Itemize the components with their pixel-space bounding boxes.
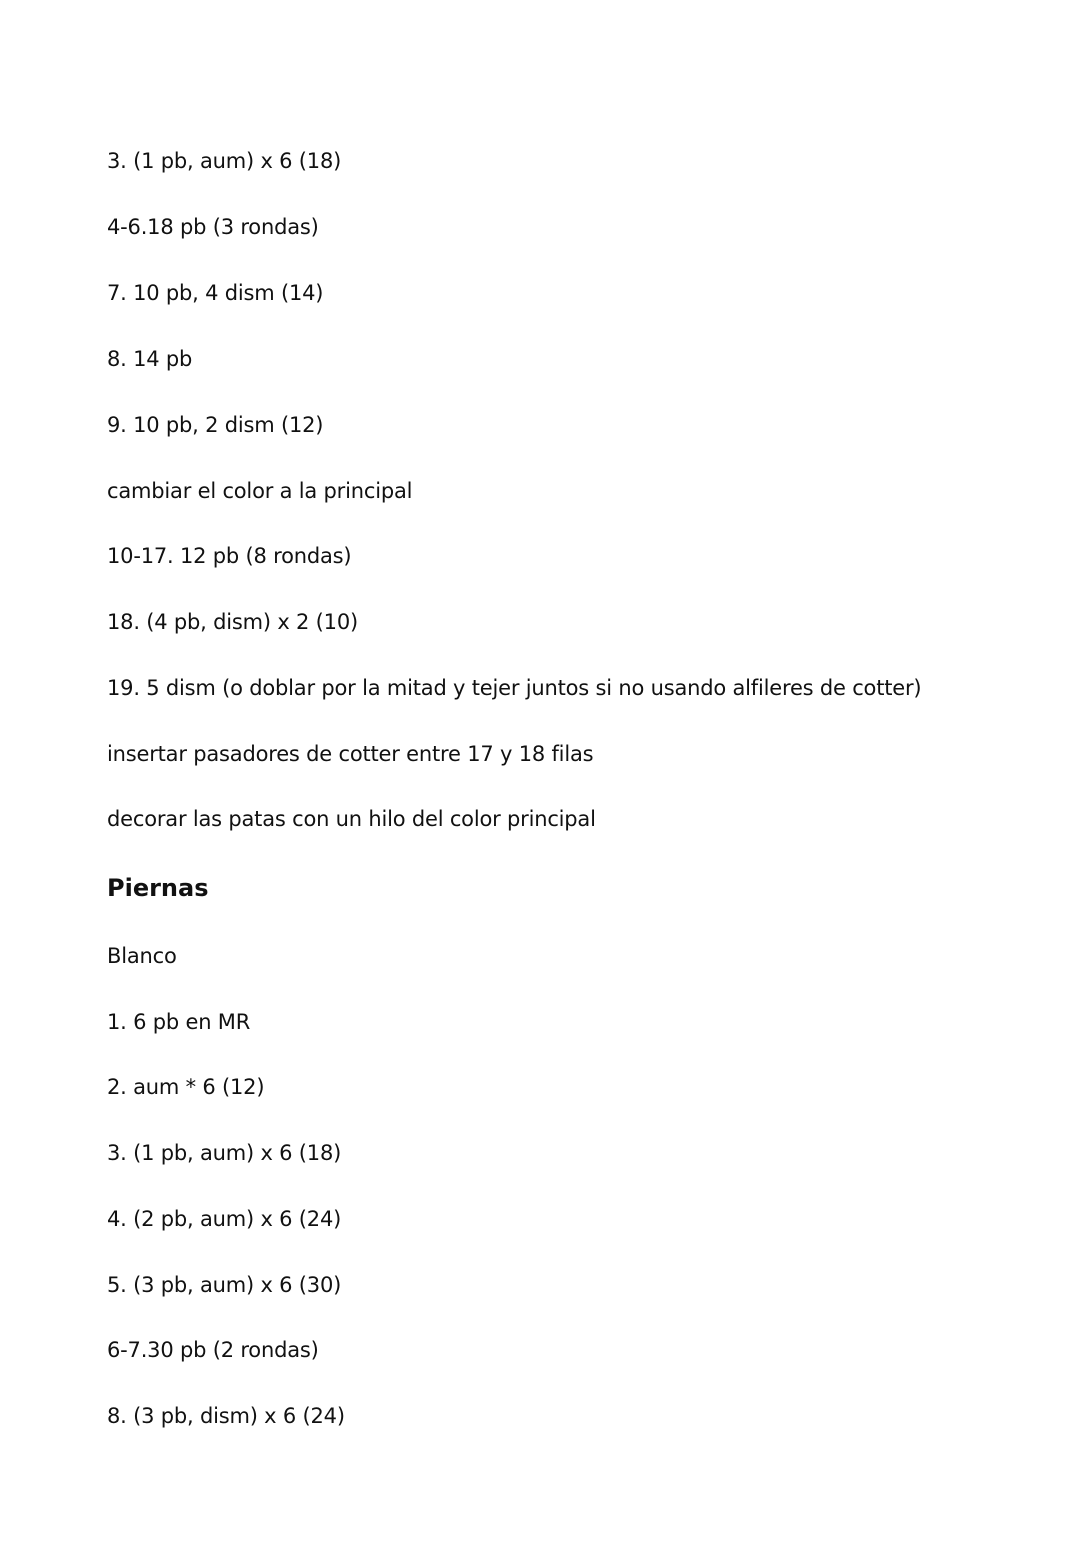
text-line: cambiar el color a la principal	[107, 479, 413, 503]
text-line: 7. 10 pb, 4 dism (14)	[107, 281, 324, 305]
text-line: 3. (1 pb, aum) x 6 (18)	[107, 1141, 342, 1165]
text-line: 10-17. 12 pb (8 rondas)	[107, 544, 352, 568]
text-line: 5. (3 pb, aum) x 6 (30)	[107, 1273, 342, 1297]
text-line: Blanco	[107, 944, 177, 968]
text-line: 4-6.18 pb (3 rondas)	[107, 215, 319, 239]
text-line: 18. (4 pb, dism) x 2 (10)	[107, 610, 358, 634]
text-line: 8. 14 pb	[107, 347, 193, 371]
text-line: insertar pasadores de cotter entre 17 y 18 filas	[107, 742, 594, 766]
text-line: decorar las patas con un hilo del color principal	[107, 807, 596, 831]
text-line: 4. (2 pb, aum) x 6 (24)	[107, 1207, 342, 1231]
text-line: 1. 6 pb en MR	[107, 1010, 251, 1034]
text-line: 9. 10 pb, 2 dism (12)	[107, 413, 324, 437]
text-line: 2. aum * 6 (12)	[107, 1075, 265, 1099]
section-heading: Piernas	[107, 874, 209, 902]
text-line: 6-7.30 pb (2 rondas)	[107, 1338, 319, 1362]
text-line: 8. (3 pb, dism) x 6 (24)	[107, 1404, 345, 1428]
text-line: 3. (1 pb, aum) x 6 (18)	[107, 149, 342, 173]
text-line: 19. 5 dism (o doblar por la mitad y tejer juntos si no usando alfileres de cotter)	[107, 676, 922, 700]
